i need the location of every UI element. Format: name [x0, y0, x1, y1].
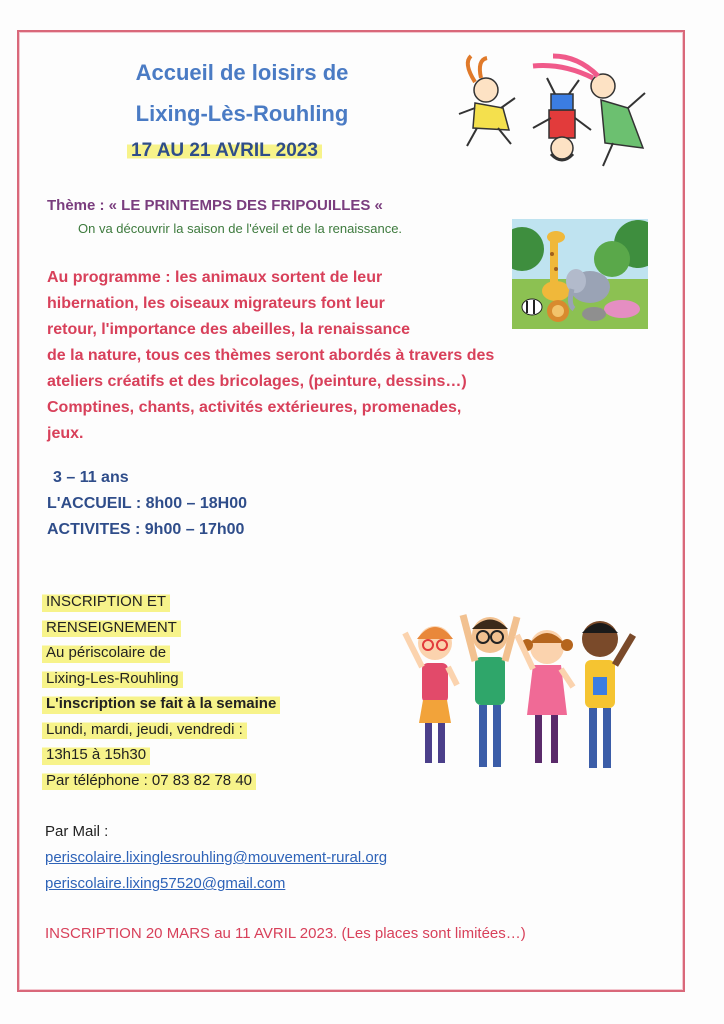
mail-label: Par Mail :	[45, 823, 109, 840]
programme-line: jeux.	[47, 425, 84, 442]
programme-line: Comptines, chants, activités extérieures, promenades,	[47, 399, 462, 416]
email-link-1[interactable]: periscolaire.lixinglesrouhling@mouvement-rural.org	[45, 849, 388, 866]
registration-line: Au périscolaire de	[42, 640, 170, 666]
programme-line: Au programme : les animaux sortent de leur	[47, 269, 383, 286]
activites-hours: ACTIVITES : 9h00 – 17h00	[47, 521, 245, 538]
programme-line: hibernation, les oiseaux migrateurs font leur	[47, 295, 385, 312]
dates-text: 17 AU 21 AVRIL 2023	[127, 140, 322, 161]
registration-weekly-note: L'inscription se fait à la semaine	[42, 691, 280, 717]
registration-line: INSCRIPTION ET	[42, 589, 170, 615]
dates-banner	[127, 140, 322, 162]
title-line-2: Lixing-Lès-Rouhling	[135, 101, 349, 126]
registration-period-note: INSCRIPTION 20 MARS au 11 AVRIL 2023. (Les places sont limitées…)	[45, 925, 526, 942]
registration-line: RENSEIGNEMENT	[42, 615, 181, 641]
registration-block	[42, 589, 280, 793]
programme-line: ateliers créatifs et des bricolages, (peinture, dessins…)	[47, 373, 467, 390]
registration-phone: Par téléphone : 07 83 82 78 40	[42, 768, 256, 794]
registration-line: Lixing-Les-Rouhling	[42, 666, 183, 692]
ages: 3 – 11 ans	[53, 469, 129, 486]
email-link-2[interactable]: periscolaire.lixing57520@gmail.com	[45, 875, 286, 892]
programme-block	[47, 265, 494, 447]
playing-kids-illustration	[453, 48, 653, 173]
theme-subtitle: On va découvrir la saison de l'éveil et de la renaissance.	[78, 221, 403, 236]
animals-illustration	[512, 219, 648, 329]
children-illustration	[395, 605, 645, 790]
title-line-1: Accueil de loisirs de	[135, 60, 349, 85]
programme-line: retour, l'importance des abeilles, la renaissance	[47, 321, 411, 338]
registration-line: 13h15 à 15h30	[42, 742, 150, 768]
schedule-block	[47, 465, 247, 543]
accueil-hours: L'ACCUEIL : 8h00 – 18H00	[47, 495, 248, 512]
registration-line: Lundi, mardi, jeudi, vendredi :	[42, 717, 247, 743]
theme-title: Thème : « LE PRINTEMPS DES FRIPOUILLES «	[47, 197, 383, 214]
programme-line: de la nature, tous ces thèmes seront abordés à travers des	[47, 347, 495, 364]
